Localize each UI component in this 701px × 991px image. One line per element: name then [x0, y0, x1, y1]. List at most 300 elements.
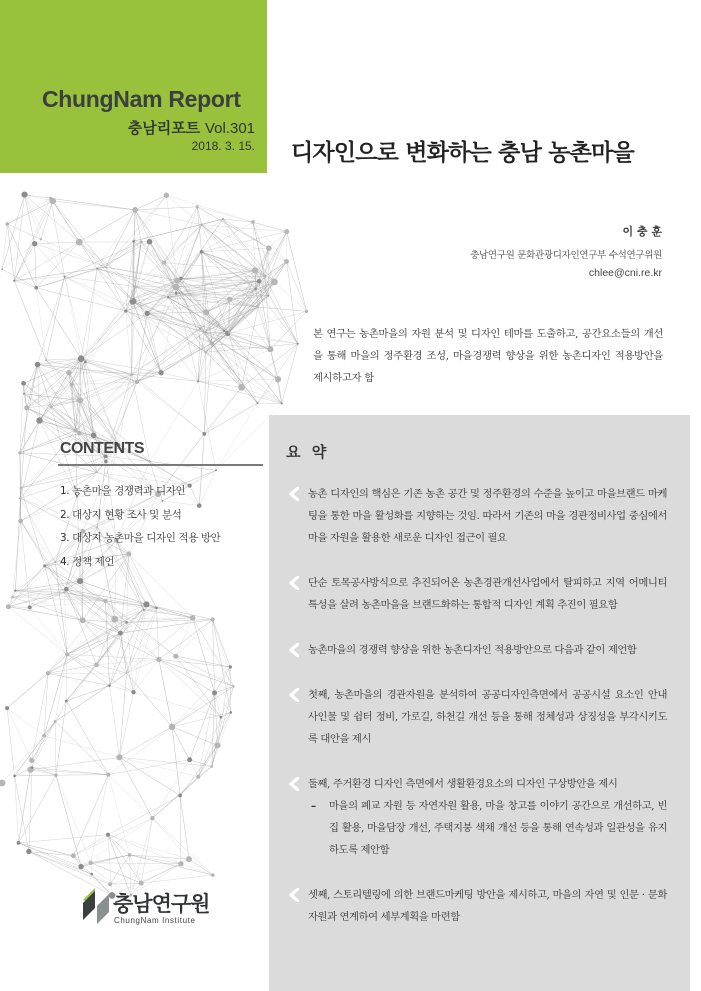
network-node: [172, 284, 179, 291]
chevron-bullet-icon: [288, 688, 299, 702]
network-node: [46, 671, 50, 675]
network-node: [203, 331, 205, 333]
author-affiliation: 충남연구원 문화관광디자인연구부 수석연구위원: [470, 250, 662, 261]
summary-item: [287, 884, 667, 928]
logo-name-ko: 충남연구원: [113, 892, 210, 916]
network-node: [42, 734, 46, 738]
network-node: [0, 780, 5, 787]
network-link: [51, 198, 97, 268]
network-node: [77, 397, 83, 403]
summary-item-text: 둘째, 주거환경 디자인 측면에서 생활환경요소의 디자인 구상방안을 제시: [308, 778, 618, 790]
network-link: [119, 673, 126, 757]
network-link: [56, 775, 81, 866]
network-node: [297, 343, 299, 345]
network-link: [2, 721, 55, 783]
network-link: [44, 654, 67, 735]
network-link: [141, 864, 181, 883]
network-node: [96, 471, 98, 473]
network-node: [24, 405, 29, 410]
network-node: [167, 296, 169, 298]
network-link: [119, 692, 133, 757]
network-node: [49, 197, 52, 200]
network-node: [266, 245, 272, 251]
network-link: [180, 796, 181, 864]
network-link: [270, 311, 306, 349]
network-link: [7, 708, 32, 760]
network-node: [54, 720, 57, 723]
network-link: [198, 381, 242, 387]
network-node: [196, 205, 199, 208]
network-node: [21, 192, 27, 198]
summary-item-text: 농촌마을의 경쟁력 향상을 위한 농촌디자인 적용방안으로 다음과 같이 제언함: [308, 644, 637, 656]
network-node: [197, 380, 199, 382]
network-link: [161, 331, 224, 373]
network-link: [228, 334, 282, 404]
network-node: [126, 672, 128, 674]
network-link: [35, 242, 80, 244]
contents-list: [60, 483, 220, 577]
network-node: [211, 873, 215, 877]
network-node: [6, 604, 11, 609]
network-node: [238, 384, 245, 391]
network-link: [80, 581, 146, 604]
network-node: [268, 295, 270, 297]
network-node: [211, 617, 215, 621]
network-node: [130, 298, 132, 300]
logo-name-en: ChungNam Institute: [114, 916, 196, 925]
network-node: [305, 310, 308, 313]
network-link: [202, 222, 253, 252]
network-node: [64, 587, 69, 592]
network-link: [76, 374, 132, 430]
network-link: [66, 633, 120, 701]
network-node: [204, 351, 207, 354]
network-link: [80, 581, 105, 601]
network-node: [175, 292, 178, 295]
contents-title: CONTENTS: [60, 440, 144, 457]
network-node: [78, 355, 85, 362]
summary-item: [287, 773, 667, 861]
network-node: [63, 591, 65, 593]
network-node: [257, 279, 261, 283]
network-link: [287, 261, 307, 311]
summary-item-text: 첫째, 농촌마을의 경관자원을 분석하여 공공디자인측면에서 공공시설 요소인 안내 사인물 및 쉼터 정비, 가로길, 하천길 개선 등을 통해 정체성과 상징성을 부각시키도록 대안을 제시: [308, 689, 667, 745]
network-link: [83, 620, 134, 692]
network-link: [269, 232, 287, 249]
network-node: [17, 841, 21, 845]
network-node: [232, 685, 234, 687]
network-link: [14, 195, 24, 281]
network-link: [108, 835, 181, 864]
network-node: [80, 617, 86, 623]
network-link: [152, 818, 189, 859]
network-node: [228, 332, 230, 334]
network-link: [7, 198, 50, 224]
summary-list: [287, 483, 667, 951]
network-node: [149, 460, 151, 462]
network-link: [135, 207, 197, 210]
network-node: [135, 380, 139, 384]
network-node: [174, 277, 180, 283]
summary-item: [287, 639, 667, 661]
network-link: [12, 597, 105, 601]
network-node: [106, 833, 110, 837]
network-link: [65, 277, 82, 359]
network-link: [135, 195, 166, 210]
network-link: [20, 498, 55, 562]
network-node: [147, 239, 153, 245]
network-link: [51, 198, 136, 210]
network-link: [51, 400, 80, 406]
network-link: [108, 835, 189, 859]
network-node: [77, 431, 81, 435]
network-link: [180, 796, 189, 860]
network-link: [14, 269, 97, 281]
network-node: [19, 497, 22, 500]
network-link: [228, 334, 258, 403]
issue-date: 2018. 3. 15.: [191, 139, 255, 153]
chevron-bullet-icon: [288, 777, 299, 791]
network-link: [36, 288, 81, 359]
network-link: [132, 374, 205, 433]
network-node: [18, 519, 23, 524]
summary-item-text: 단순 토목공사방식으로 추진되어온 농촌경관개선사업에서 탈피하고 지역 어메니티 특성을 살려 농촌마을을 브랜드화하는 통합적 디자인 계획 추진이 필요함: [308, 577, 667, 611]
network-link: [126, 311, 132, 374]
network-node: [132, 240, 135, 243]
network-node: [132, 207, 138, 213]
network-node: [196, 775, 200, 779]
network-link: [152, 818, 212, 875]
network-link: [152, 777, 198, 818]
network-link: [224, 331, 270, 349]
contents-item: 3. 대상지 농촌마을 디자인 적용 방안: [60, 532, 221, 544]
network-link: [31, 701, 67, 770]
network-node: [66, 370, 72, 376]
author-email: chlee@cni.re.kr: [588, 267, 662, 279]
chevron-bullet-icon: [288, 643, 299, 657]
network-node: [159, 370, 164, 375]
network-link: [73, 835, 108, 856]
network-node: [150, 816, 154, 820]
network-node: [220, 716, 223, 719]
network-node: [111, 616, 118, 623]
network-link: [108, 775, 152, 819]
network-link: [224, 331, 298, 344]
network-node: [199, 328, 201, 330]
summary-title: 요 약: [286, 443, 330, 461]
network-node: [215, 469, 217, 471]
network-node: [45, 359, 47, 361]
network-link: [258, 344, 298, 403]
network-link: [19, 843, 74, 856]
network-link: [41, 239, 106, 267]
contents-item: 4. 정책 제언: [60, 555, 115, 568]
network-link: [81, 299, 131, 359]
network-link: [81, 313, 147, 358]
network-node: [36, 417, 42, 423]
network-link: [66, 589, 105, 601]
series-header: [0, 0, 267, 173]
network-node: [251, 220, 255, 224]
network-link: [7, 708, 44, 735]
network-link: [134, 659, 159, 692]
network-link: [38, 277, 65, 365]
network-link: [159, 659, 172, 726]
network-node: [190, 615, 196, 621]
network-node: [223, 330, 225, 332]
network-link: [119, 727, 172, 758]
network-node: [5, 706, 9, 710]
network-link: [73, 775, 108, 856]
network-link: [8, 607, 82, 621]
network-node: [156, 657, 161, 662]
network-link: [56, 775, 91, 863]
contents-divider: [58, 464, 263, 466]
network-node: [54, 561, 56, 563]
chevron-bullet-icon: [288, 487, 299, 501]
network-link: [127, 659, 159, 673]
network-node: [210, 341, 214, 345]
network-node: [134, 285, 137, 288]
summary-item: [287, 483, 667, 549]
network-node: [125, 621, 128, 624]
institute-logo: [81, 886, 241, 926]
network-link: [7, 708, 14, 776]
network-link: [81, 269, 97, 359]
network-node: [173, 654, 178, 659]
network-node: [104, 460, 108, 464]
network-link: [35, 244, 37, 288]
network-node: [257, 402, 259, 404]
network-node: [13, 775, 16, 778]
network-link: [130, 855, 181, 864]
network-node: [229, 711, 232, 714]
network-link: [150, 381, 198, 461]
network-node: [31, 766, 34, 769]
network-node: [284, 229, 289, 234]
network-link: [150, 242, 165, 263]
network-link: [152, 760, 189, 818]
network-link: [197, 207, 201, 252]
network-link: [109, 686, 119, 758]
network-link: [216, 403, 257, 470]
network-link: [204, 387, 241, 434]
network-link: [55, 721, 108, 774]
network-link: [198, 381, 216, 470]
network-node: [139, 881, 144, 886]
network-link: [181, 864, 213, 875]
network-node: [26, 849, 31, 854]
network-link: [96, 665, 126, 673]
series-name-en: ChungNam Report: [42, 86, 241, 112]
network-link: [12, 521, 20, 597]
network-node: [74, 428, 78, 432]
network-link: [166, 195, 253, 222]
series-korean: 충남리포트: [127, 119, 201, 137]
network-node: [84, 360, 87, 363]
network-link: [81, 359, 118, 445]
network-link: [81, 359, 161, 373]
network-link: [19, 835, 108, 843]
network-node: [200, 224, 202, 226]
network-link: [8, 591, 15, 607]
network-link: [189, 859, 213, 875]
network-link: [127, 604, 147, 673]
network-link: [274, 282, 306, 311]
network-link: [180, 777, 198, 796]
network-link: [274, 261, 286, 281]
network-link: [105, 601, 175, 656]
network-node: [202, 432, 206, 436]
network-node: [131, 690, 135, 694]
network-node: [145, 311, 150, 316]
network-node: [164, 193, 169, 198]
summary-subitem: [308, 795, 667, 861]
network-node: [34, 286, 38, 290]
network-node: [200, 250, 204, 254]
network-node: [222, 218, 224, 220]
abstract: 본 연구는 농촌마을의 자원 분석 및 디자인 테마를 도출하고, 공간요소들의 개선을 통해 마을의 정주환경 조성, 마을경쟁력 향상을 위한 농촌디자인 적용방안을 제시하고자 함: [313, 328, 663, 384]
summary-item: [287, 572, 667, 616]
network-link: [172, 727, 217, 746]
network-node: [257, 306, 259, 308]
network-link: [137, 382, 204, 434]
network-link: [108, 727, 172, 775]
network-link: [25, 195, 65, 277]
network-link: [282, 344, 298, 404]
network-node: [284, 259, 289, 264]
network-link: [65, 277, 126, 311]
network-link: [8, 607, 67, 655]
network-node: [178, 794, 182, 798]
network-link: [204, 403, 257, 434]
network-node: [215, 742, 221, 748]
network-link: [25, 195, 41, 240]
network-link: [132, 328, 200, 374]
network-node: [162, 261, 166, 265]
network-node: [252, 267, 258, 273]
network-node: [210, 765, 213, 768]
network-link: [127, 673, 173, 727]
network-link: [110, 855, 130, 884]
network-link: [230, 667, 231, 712]
network-link: [212, 712, 231, 766]
network-link: [53, 201, 106, 267]
network-node: [94, 662, 99, 667]
network-node: [178, 861, 183, 866]
network-link: [15, 775, 56, 776]
network-link: [29, 852, 92, 875]
network-link: [21, 521, 56, 562]
network-link: [30, 607, 67, 654]
network-link: [137, 332, 204, 382]
network-link: [200, 328, 257, 403]
network-link: [96, 659, 158, 664]
network-link: [119, 757, 152, 818]
network-link: [64, 593, 156, 608]
network-node: [103, 599, 107, 603]
network-link: [91, 863, 181, 864]
network-link: [53, 201, 135, 210]
network-link: [81, 359, 132, 375]
network-node: [128, 853, 132, 857]
network-node: [91, 433, 97, 439]
network-node: [143, 601, 149, 607]
author-name: 이 충 훈: [622, 225, 662, 238]
logo-mark-icon: [81, 886, 115, 926]
network-node: [271, 279, 278, 286]
network-link: [31, 736, 45, 770]
network-link: [202, 252, 255, 271]
network-node: [64, 276, 66, 278]
network-link: [55, 673, 126, 721]
network-node: [203, 309, 209, 315]
network-node: [130, 373, 133, 376]
network-node: [6, 222, 10, 226]
summary-item-text: 셋째, 스토리텔링에 의한 브랜드마케팅 방안을 제시하고, 마을의 자연 및 인문 · 문화자원과 연계하여 세부계획을 마련함: [308, 889, 667, 923]
network-link: [48, 673, 109, 685]
network-node: [1, 268, 3, 270]
network-link: [2, 224, 7, 269]
contents-item: 2. 대상지 현황 조사 및 분석: [60, 508, 182, 521]
network-link: [20, 420, 40, 452]
network-node: [43, 564, 46, 567]
network-link: [213, 620, 215, 693]
network-node: [14, 590, 16, 592]
network-link: [29, 852, 110, 885]
network-link: [106, 241, 134, 267]
network-link: [164, 207, 197, 263]
network-link: [46, 277, 64, 360]
network-node: [118, 631, 123, 636]
network-node: [11, 596, 14, 599]
network-link: [38, 365, 40, 421]
network-node: [20, 487, 23, 490]
network-link: [108, 775, 129, 855]
network-node: [124, 309, 127, 312]
network-node: [275, 376, 281, 382]
network-link: [141, 875, 213, 883]
network-node: [78, 864, 83, 869]
network-node: [229, 665, 232, 668]
network-node: [155, 607, 158, 610]
network-link: [176, 656, 230, 667]
network-node: [32, 241, 37, 246]
summary-item-text: 농촌 디자인의 핵심은 기존 농촌 공간 및 정주환경의 수준을 높이고 마을브랜드 마케팅을 통한 마을 활성화를 지향하는 것임. 따라서 기존의 마을 경관정비사업 중심에서 마을 자원을 활용한 새로운 디자인 접근이 필요: [308, 488, 667, 544]
network-node: [267, 346, 273, 352]
network-node: [227, 297, 232, 302]
network-node: [23, 393, 25, 395]
network-node: [54, 773, 58, 777]
network-link: [141, 818, 152, 883]
network-node: [88, 861, 92, 865]
network-node: [105, 266, 107, 268]
network-node: [65, 652, 69, 656]
network-node: [108, 684, 111, 687]
network-link: [109, 686, 133, 693]
dash-bullet-icon: –: [311, 800, 316, 812]
network-link: [172, 727, 198, 777]
network-node: [71, 853, 76, 858]
summary-item: [287, 684, 667, 750]
network-node: [29, 758, 34, 763]
network-link: [7, 654, 67, 708]
network-node: [40, 238, 42, 240]
network-node: [28, 605, 32, 609]
network-link: [38, 365, 52, 407]
network-link: [64, 593, 120, 634]
network-link: [8, 566, 44, 607]
